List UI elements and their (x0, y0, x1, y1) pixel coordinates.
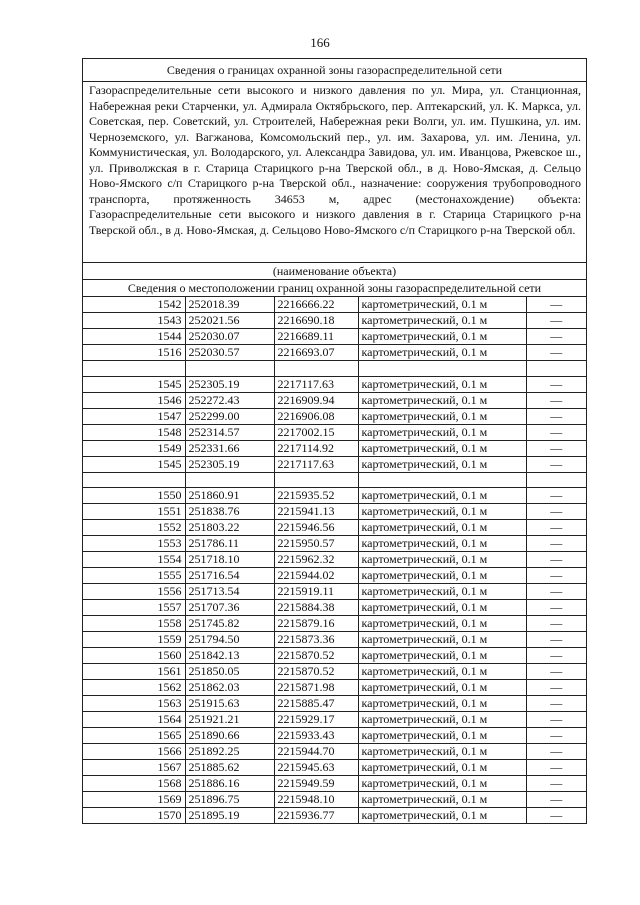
y-coordinate-cell: 2215873.36 (274, 632, 358, 648)
point-number-cell: 1555 (83, 568, 185, 584)
x-coordinate-cell: 251892.25 (185, 744, 274, 760)
method-cell: картометрический, 0.1 м (358, 776, 526, 792)
description-cell: — (526, 297, 586, 313)
point-number-cell: 1552 (83, 520, 185, 536)
table-row-separator (83, 472, 586, 488)
page-number: 166 (310, 35, 330, 50)
table-row (83, 329, 586, 345)
method-cell: картометрический, 0.1 м (358, 424, 526, 440)
method-cell: картометрический, 0.1 м (358, 536, 526, 552)
x-coordinate-cell: 251895.19 (185, 808, 274, 824)
point-number-cell: 1570 (83, 808, 185, 824)
method-cell: картометрический, 0.1 м (358, 696, 526, 712)
x-coordinate-cell: 252021.56 (185, 313, 274, 329)
point-number-cell: 1565 (83, 728, 185, 744)
x-coordinate-cell: 251838.76 (185, 504, 274, 520)
method-cell: картометрический, 0.1 м (358, 440, 526, 456)
method-cell (358, 472, 526, 488)
y-coordinate-cell: 2215870.52 (274, 648, 358, 664)
point-number-cell: 1548 (83, 424, 185, 440)
x-coordinate-cell: 251896.75 (185, 792, 274, 808)
description-cell: — (526, 504, 586, 520)
description-cell: — (526, 345, 586, 361)
y-coordinate-cell: 2216693.07 (274, 345, 358, 361)
x-coordinate-cell (185, 361, 274, 377)
point-number-cell: 1553 (83, 536, 185, 552)
point-number-cell: 1551 (83, 504, 185, 520)
description-cell: — (526, 728, 586, 744)
table-row-separator (83, 361, 586, 377)
description-cell: — (526, 392, 586, 408)
point-number-cell: 1562 (83, 680, 185, 696)
table-row (83, 392, 586, 408)
point-number-cell: 1567 (83, 760, 185, 776)
method-cell: картометрический, 0.1 м (358, 313, 526, 329)
y-coordinate-cell: 2215933.43 (274, 728, 358, 744)
y-coordinate-cell: 2217114.92 (274, 440, 358, 456)
y-coordinate-cell: 2215884.38 (274, 600, 358, 616)
description-cell: — (526, 520, 586, 536)
point-number-cell: 1543 (83, 313, 185, 329)
table-row (83, 728, 586, 744)
description-cell: — (526, 376, 586, 392)
x-coordinate-cell: 252030.07 (185, 329, 274, 345)
section-title: Сведения о границах охранной зоны газораспределительной сети (83, 59, 586, 82)
x-coordinate-cell: 251786.11 (185, 536, 274, 552)
x-coordinate-cell: 251921.21 (185, 712, 274, 728)
table-row (83, 408, 586, 424)
x-coordinate-cell: 251862.03 (185, 680, 274, 696)
y-coordinate-cell: 2215944.02 (274, 568, 358, 584)
table-row (83, 712, 586, 728)
y-coordinate-cell: 2215949.59 (274, 776, 358, 792)
y-coordinate-cell: 2215945.63 (274, 760, 358, 776)
y-coordinate-cell (274, 361, 358, 377)
description-cell: — (526, 568, 586, 584)
table-row (83, 600, 586, 616)
x-coordinate-cell: 252314.57 (185, 424, 274, 440)
method-cell: картометрический, 0.1 м (358, 297, 526, 313)
point-number-cell: 1564 (83, 712, 185, 728)
method-cell: картометрический, 0.1 м (358, 648, 526, 664)
description-cell: — (526, 792, 586, 808)
method-cell: картометрический, 0.1 м (358, 728, 526, 744)
description-cell: — (550, 808, 563, 822)
table-row (83, 664, 586, 680)
point-number-cell: 1542 (83, 297, 185, 313)
table-row (83, 680, 586, 696)
description-cell: — (526, 440, 586, 456)
y-coordinate-cell: 2215946.56 (274, 520, 358, 536)
x-coordinate-cell: 252305.19 (185, 376, 274, 392)
x-coordinate-cell: 251885.62 (185, 760, 274, 776)
point-number-cell: 1546 (83, 392, 185, 408)
x-coordinate-cell: 252305.19 (185, 456, 274, 472)
method-cell: картометрический, 0.1 м (358, 808, 526, 824)
point-number-cell: 1545 (83, 376, 185, 392)
y-coordinate-cell: 2215870.52 (274, 664, 358, 680)
x-coordinate-cell: 251713.54 (185, 584, 274, 600)
method-cell: картометрический, 0.1 м (358, 616, 526, 632)
y-coordinate-cell: 2216689.11 (274, 329, 358, 345)
y-coordinate-cell: 2216909.94 (274, 392, 358, 408)
point-number-cell: 1545 (83, 456, 185, 472)
table-row (83, 345, 586, 361)
description-cell: — (526, 664, 586, 680)
description-cell: — (526, 456, 586, 472)
table-row (83, 808, 586, 824)
x-coordinate-cell: 251794.50 (185, 632, 274, 648)
point-number-cell: 1560 (83, 648, 185, 664)
x-coordinate-cell: 252018.39 (185, 297, 274, 313)
table-row (83, 552, 586, 568)
x-coordinate-cell: 251850.05 (185, 664, 274, 680)
table-row (83, 440, 586, 456)
method-cell: картометрический, 0.1 м (358, 392, 526, 408)
y-coordinate-cell: 2215948.10 (274, 792, 358, 808)
point-number-cell: 1549 (83, 440, 185, 456)
table-row (83, 568, 586, 584)
point-number-cell: 1547 (83, 408, 185, 424)
point-number-cell: 1554 (83, 552, 185, 568)
description-cell: — (526, 536, 586, 552)
point-number-cell: 1566 (83, 744, 185, 760)
point-number-cell: 1516 (83, 345, 185, 361)
x-coordinate-cell: 251803.22 (185, 520, 274, 536)
table-row (83, 792, 586, 808)
y-coordinate-cell: 2216906.08 (274, 408, 358, 424)
description-cell: — (526, 584, 586, 600)
y-coordinate-cell: 2215941.13 (274, 504, 358, 520)
point-number-cell: 1561 (83, 664, 185, 680)
description-cell: — (526, 616, 586, 632)
object-description: Газораспределительные сети высокого и низкого давления по ул. Мира, ул. Станционная, Набережная реки Старченки, ул. Адмирала Октябрьского, пер. Аптекарский, ул. К. Маркса, ул. Советская, пер. Советский, ул. Строителей, Набережная реки Волги, ул. им. Пушкина, ул. им. Черноземского, ул. Вагжанова, Комсомольский пер., ул. им. Захарова, ул. им. Ленина, ул. Коммунистическая, ул. Володарского, ул. Александра Завидова, ул. им. Иванцова, Ржевское ш., ул. Приволжская в г. Старица Старицкого р-на Тверской обл., в д. Ново-Ямская, д. Сельцо Ново-Ямского с/п Старицкого р-на Тверской обл., назначение: сооружения трубопроводного транспорта, протяженность 34653 м, адрес (местонахождение) объекта: Газораспределительные сети высокого и низкого давления в г. Старица Старицкого р-на Тверской обл., в д. Ново-Ямская, д. Сельцово Ново-Ямского с/п Старицкого р-на Тверской обл. (83, 82, 586, 263)
method-cell: картометрический, 0.1 м (358, 712, 526, 728)
point-number-cell: 1569 (83, 792, 185, 808)
method-cell: картометрический, 0.1 м (358, 632, 526, 648)
table-row (83, 488, 586, 504)
method-cell: картометрический, 0.1 м (358, 456, 526, 472)
x-coordinate-cell: 252272.43 (185, 392, 274, 408)
point-number-cell: 1556 (83, 584, 185, 600)
coordinates-table (83, 297, 586, 823)
description-cell: — (526, 632, 586, 648)
x-coordinate-cell: 251915.63 (185, 696, 274, 712)
description-cell: — (526, 760, 586, 776)
description-cell: — (526, 696, 586, 712)
method-cell (358, 361, 526, 377)
description-cell: — (526, 712, 586, 728)
method-cell: картометрический, 0.1 м (358, 600, 526, 616)
point-number-cell: 1550 (83, 488, 185, 504)
method-cell: картометрический, 0.1 м (358, 792, 526, 808)
point-number-cell: 1563 (83, 696, 185, 712)
description-cell (526, 361, 586, 377)
table-row (83, 520, 586, 536)
y-coordinate-cell: 2215950.57 (274, 536, 358, 552)
description-cell: — (526, 600, 586, 616)
x-coordinate-cell: 252331.66 (185, 440, 274, 456)
table-row (83, 744, 586, 760)
description-cell: — (526, 648, 586, 664)
y-coordinate-cell: 2215944.70 (274, 744, 358, 760)
method-cell: картометрический, 0.1 м (358, 408, 526, 424)
method-cell: картометрический, 0.1 м (358, 329, 526, 345)
method-cell: картометрический, 0.1 м (358, 744, 526, 760)
y-coordinate-cell: 2217117.63 (274, 376, 358, 392)
point-number-cell: 1568 (83, 776, 185, 792)
table-row (83, 584, 586, 600)
description-cell: — (526, 680, 586, 696)
x-coordinate-cell (185, 472, 274, 488)
description-cell: — (526, 488, 586, 504)
y-coordinate-cell: 2216666.22 (274, 297, 358, 313)
description-cell: — (526, 776, 586, 792)
method-cell: картометрический, 0.1 м (358, 488, 526, 504)
object-caption: (наименование объекта) (83, 263, 586, 280)
y-coordinate-cell: 2215919.11 (274, 584, 358, 600)
x-coordinate-cell: 251886.16 (185, 776, 274, 792)
boundary-document-table (82, 58, 587, 824)
description-cell: — (526, 313, 586, 329)
table-row (83, 456, 586, 472)
point-number-cell: 1544 (83, 329, 185, 345)
point-number-cell: 1557 (83, 600, 185, 616)
y-coordinate-cell: 2215936.77 (274, 808, 358, 824)
x-coordinate-cell: 251718.10 (185, 552, 274, 568)
description-cell: — (526, 744, 586, 760)
method-cell: картометрический, 0.1 м (358, 584, 526, 600)
point-number-cell (83, 361, 185, 377)
y-coordinate-cell: 2215885.47 (274, 696, 358, 712)
coordinates-body (83, 297, 586, 823)
method-cell: картометрический, 0.1 м (358, 345, 526, 361)
y-coordinate-cell: 2215929.17 (274, 712, 358, 728)
y-coordinate-cell: 2215962.32 (274, 552, 358, 568)
table-row (83, 776, 586, 792)
x-coordinate-cell: 251707.36 (185, 600, 274, 616)
description-cell (526, 472, 586, 488)
description-cell: — (526, 424, 586, 440)
description-cell: — (526, 552, 586, 568)
table-row (83, 760, 586, 776)
y-coordinate-cell: 2215935.52 (274, 488, 358, 504)
method-cell: картометрический, 0.1 м (358, 568, 526, 584)
y-coordinate-cell: 2216690.18 (274, 313, 358, 329)
table-row (83, 313, 586, 329)
y-coordinate-cell (274, 472, 358, 488)
method-cell: картометрический, 0.1 м (358, 552, 526, 568)
x-coordinate-cell: 252299.00 (185, 408, 274, 424)
table-row (83, 297, 586, 313)
description-cell: — (526, 329, 586, 345)
table-row (83, 504, 586, 520)
x-coordinate-cell: 251745.82 (185, 616, 274, 632)
y-coordinate-cell: 2217117.63 (274, 456, 358, 472)
y-coordinate-cell: 2217002.15 (274, 424, 358, 440)
method-cell: картометрический, 0.1 м (358, 760, 526, 776)
table-row (83, 696, 586, 712)
method-cell: картометрический, 0.1 м (358, 504, 526, 520)
x-coordinate-cell: 251890.66 (185, 728, 274, 744)
method-cell: картометрический, 0.1 м (358, 664, 526, 680)
point-number-cell: 1559 (83, 632, 185, 648)
y-coordinate-cell: 2215879.16 (274, 616, 358, 632)
table-row (83, 424, 586, 440)
table-row (83, 536, 586, 552)
method-cell: картометрический, 0.1 м (358, 376, 526, 392)
point-number-cell (83, 472, 185, 488)
location-header: Сведения о местоположении границ охранной зоны газораспределительной сети (83, 280, 586, 297)
x-coordinate-cell: 251716.54 (185, 568, 274, 584)
table-row (83, 376, 586, 392)
method-cell: картометрический, 0.1 м (358, 680, 526, 696)
point-number-cell: 1558 (83, 616, 185, 632)
table-row (83, 616, 586, 632)
x-coordinate-cell: 252030.57 (185, 345, 274, 361)
x-coordinate-cell: 251860.91 (185, 488, 274, 504)
table-row (83, 648, 586, 664)
x-coordinate-cell: 251842.13 (185, 648, 274, 664)
method-cell: картометрический, 0.1 м (358, 520, 526, 536)
description-cell: — (526, 408, 586, 424)
y-coordinate-cell: 2215871.98 (274, 680, 358, 696)
table-row (83, 632, 586, 648)
